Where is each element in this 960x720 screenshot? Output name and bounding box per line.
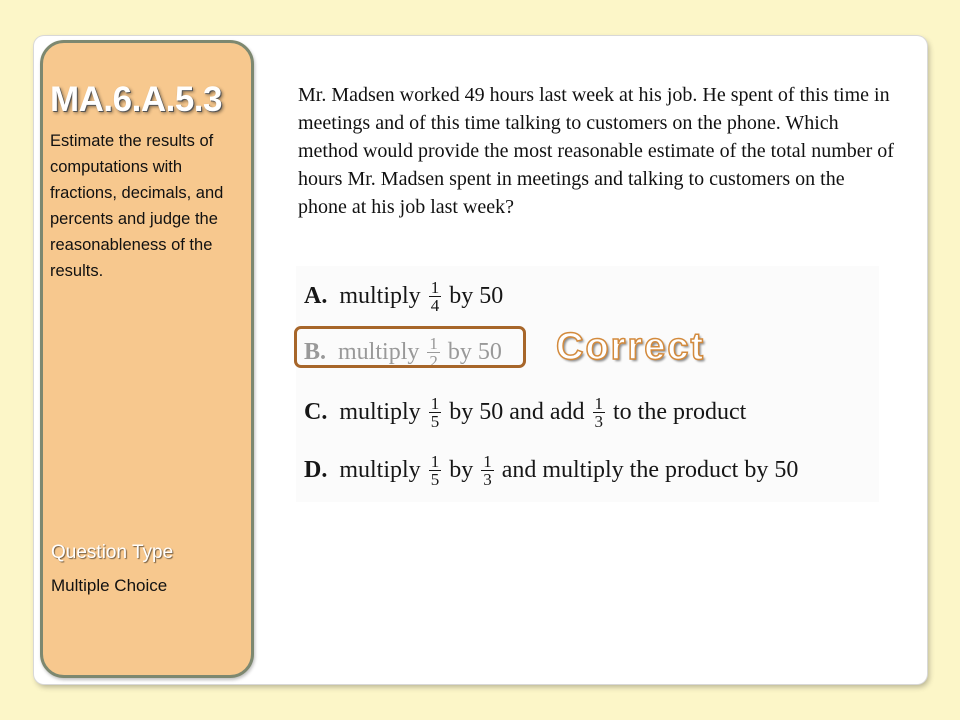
fraction-denominator: 2 [429,351,438,371]
fraction-numerator: 1 [483,451,492,471]
question-text: Mr. Madsen worked 49 hours last week at his job. He spent of this time in meetings and of this time talking to customers on the phone. Which method would provide the most reasonable estimate of the total number of hours Mr. Madsen spent in meetings and talking to customers on the phone at his job last week? [298,84,894,218]
answer-choices [296,266,879,502]
fraction-numerator: 1 [594,393,603,413]
choice-text: multiply [339,282,421,309]
correct-feedback: Correct [556,326,706,368]
choice-text: and multiply the product by 50 [501,456,799,483]
fraction-denominator: 3 [594,411,603,431]
standard-description: Estimate the results of computations with fractions, decimals, and percents and judge the reasonableness of the results. [50,132,224,280]
choice-letter: C. [304,398,328,425]
fraction-denominator: 5 [430,469,440,489]
fraction-denominator: 3 [483,469,492,489]
choice-a[interactable] [304,272,505,320]
fraction [429,279,442,314]
fraction-denominator: 4 [430,295,440,315]
fraction-numerator: 1 [430,451,440,471]
standard-code: MA.6.A.5.3 [50,80,222,119]
fraction-numerator: 1 [430,393,440,413]
choice-d[interactable] [304,446,800,494]
question-type-value: Multiple Choice [51,576,168,595]
question-type-label: Question Type [51,542,174,563]
choice-text: multiply [339,398,421,425]
fraction-numerator: 1 [429,333,438,353]
choice-text: multiply [338,338,420,365]
choice-letter: D. [304,456,328,483]
selected-answer-highlight [294,326,526,371]
fraction-denominator: 5 [430,411,440,431]
choice-text: to the product [613,398,747,425]
choice-text: by 50 [447,338,502,365]
choice-letter: B. [304,338,327,365]
choice-text: multiply [339,456,421,483]
choice-text: by 50 and add [449,398,585,425]
fraction [481,453,494,488]
fraction [593,395,606,430]
fraction-numerator: 1 [430,277,440,297]
choice-text: by [449,456,474,483]
fraction [429,395,442,430]
choice-letter: A. [304,282,328,309]
fraction [429,453,442,488]
choice-text: by 50 [449,282,504,309]
choice-c[interactable] [304,388,748,436]
